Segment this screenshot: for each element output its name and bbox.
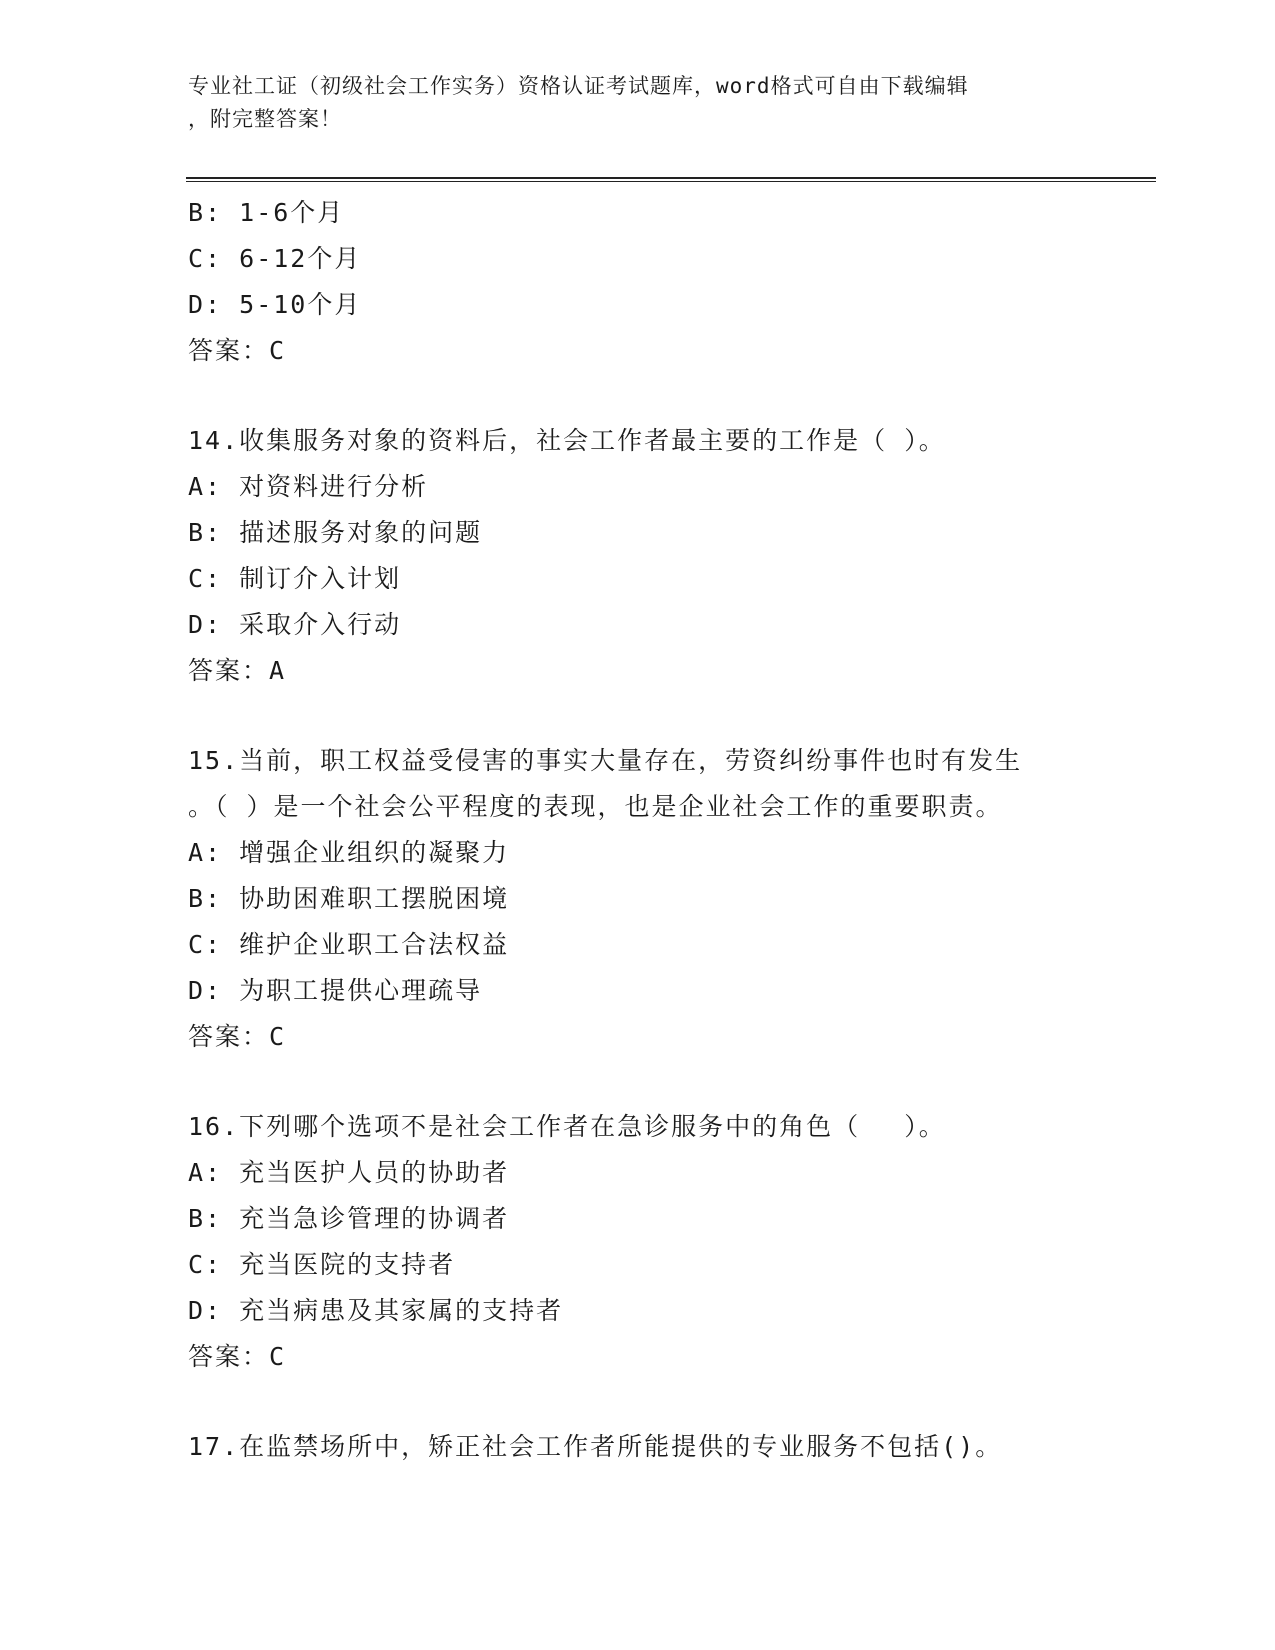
question-14	[188, 418, 1088, 694]
option-b: B: 描述服务对象的问题	[188, 518, 483, 547]
answer: 答案：C	[188, 1022, 287, 1051]
page-header	[188, 70, 1088, 136]
option-a: A: 增强企业组织的凝聚力	[188, 838, 510, 867]
option-c: C: 充当医院的支持者	[188, 1250, 456, 1279]
option-d: D: 为职工提供心理疏导	[188, 976, 483, 1005]
question-stem: 14.收集服务对象的资料后，社会工作者最主要的工作是（ ）。	[188, 426, 946, 455]
option-b: B: 充当急诊管理的协调者	[188, 1204, 510, 1233]
option-d: D: 采取介入行动	[188, 610, 402, 639]
header-divider	[186, 177, 1156, 182]
option-b: B: 1-6个月	[188, 198, 345, 227]
question-stem: 17.在监禁场所中，矫正社会工作者所能提供的专业服务不包括()。	[188, 1432, 1003, 1461]
option-a: A: 充当医护人员的协助者	[188, 1158, 510, 1187]
answer: 答案：C	[188, 336, 287, 365]
question-stem: 15.当前，职工权益受侵害的事实大量存在，劳资纠纷事件也时有发生	[188, 746, 1023, 775]
previous-question-tail	[188, 190, 1088, 374]
answer: 答案：C	[188, 1342, 287, 1371]
option-c: C: 制订介入计划	[188, 564, 402, 593]
option-a: A: 对资料进行分析	[188, 472, 429, 501]
header-line-2: ，附完整答案！	[188, 107, 342, 131]
question-stem: 16.下列哪个选项不是社会工作者在急诊服务中的角色（ ）。	[188, 1112, 946, 1141]
header-line-1: 专业社工证（初级社会工作实务）资格认证考试题库，word格式可自由下载编辑	[188, 74, 969, 98]
question-16	[188, 1104, 1088, 1380]
question-content	[188, 190, 1088, 1470]
question-stem-continued: 。（ ）是一个社会公平程度的表现，也是企业社会工作的重要职责。	[188, 792, 1003, 821]
question-17	[188, 1424, 1088, 1470]
option-c: C: 6-12个月	[188, 244, 362, 273]
question-15	[188, 738, 1088, 1060]
option-d: D: 充当病患及其家属的支持者	[188, 1296, 564, 1325]
answer: 答案：A	[188, 656, 287, 685]
option-d: D: 5-10个月	[188, 290, 362, 319]
option-c: C: 维护企业职工合法权益	[188, 930, 510, 959]
option-b: B: 协助困难职工摆脱困境	[188, 884, 510, 913]
